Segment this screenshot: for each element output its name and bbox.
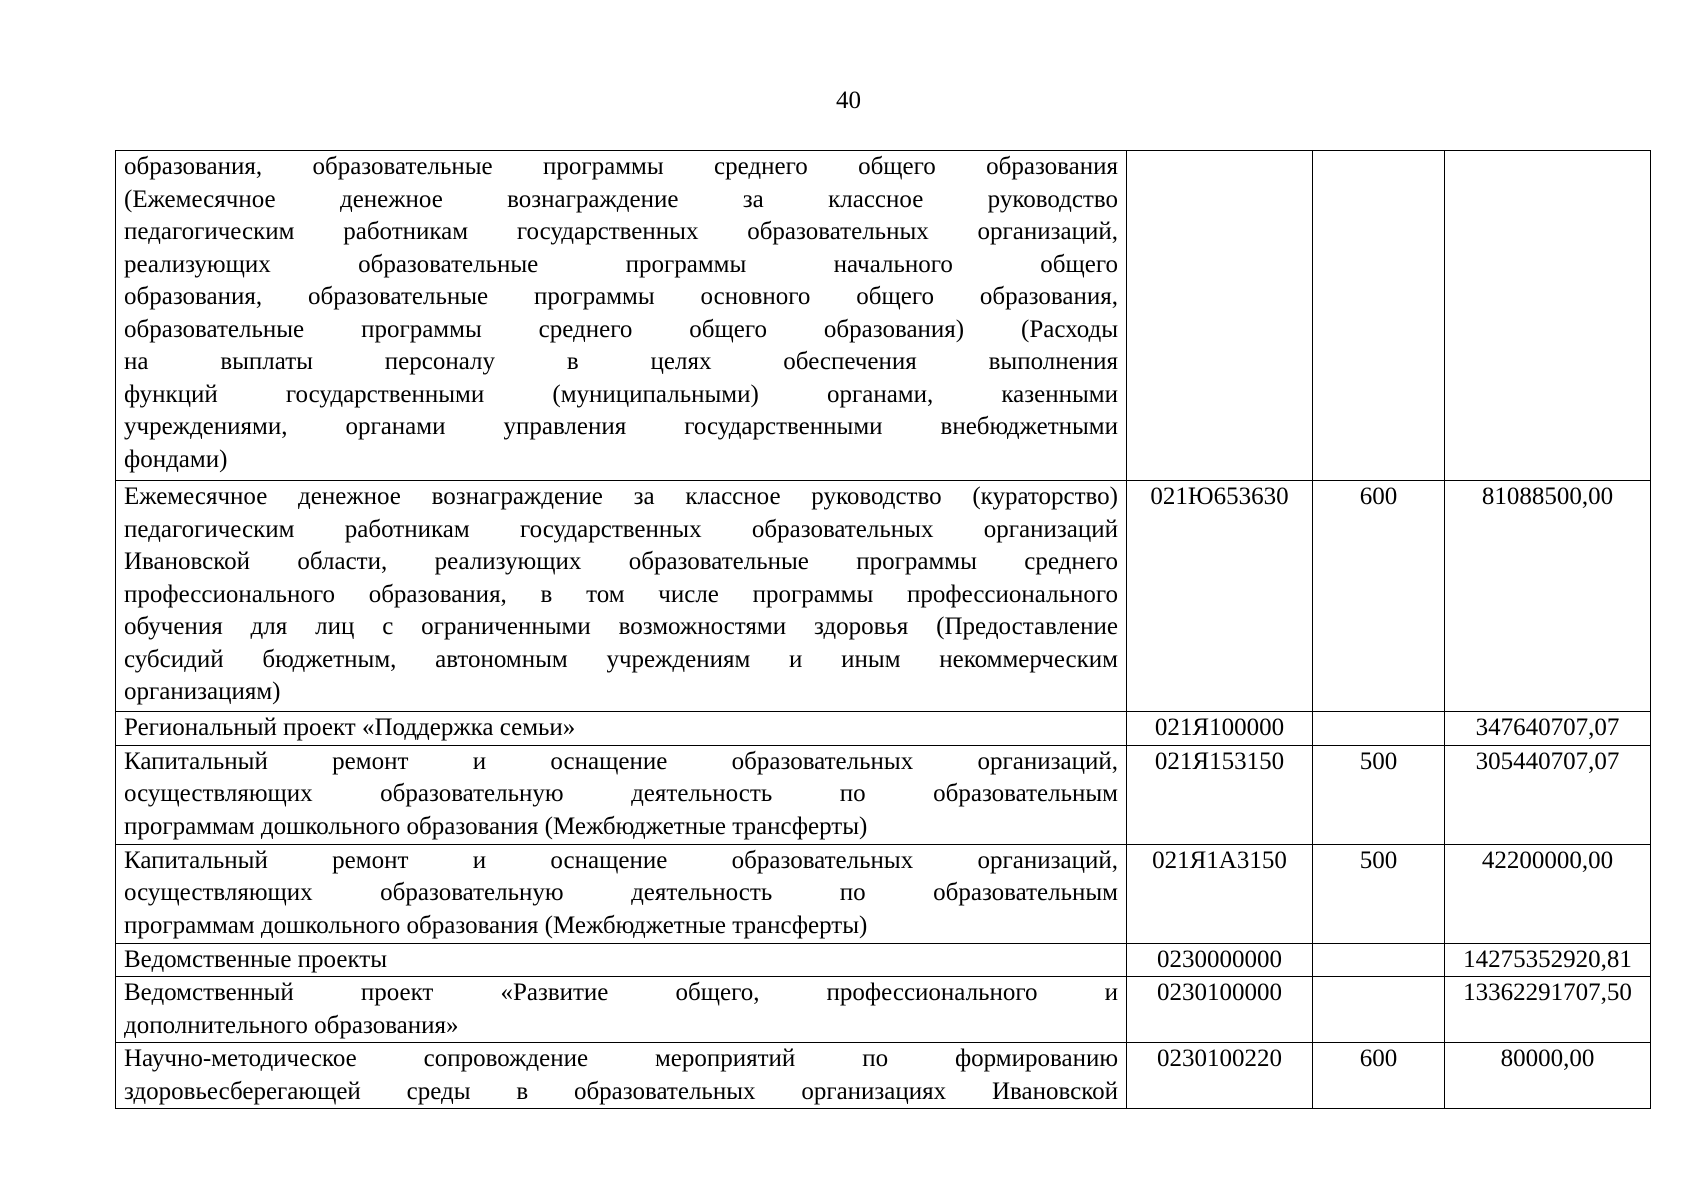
table-row	[116, 745, 1651, 844]
row-code: 021Я1А3150	[1127, 844, 1313, 943]
table-row	[116, 151, 1651, 481]
row-expense-type	[1313, 943, 1445, 977]
row-expense-type: 600	[1313, 481, 1445, 712]
table-row	[116, 943, 1651, 977]
row-expense-type: 600	[1313, 1043, 1445, 1109]
row-description: Региональный проект «Поддержка семьи»	[116, 712, 1127, 746]
table-row	[116, 977, 1651, 1043]
table-row	[116, 844, 1651, 943]
row-expense-type	[1313, 977, 1445, 1043]
page-number: 40	[836, 87, 861, 114]
row-sum: 42200000,00	[1445, 844, 1651, 943]
row-expense-type: 500	[1313, 745, 1445, 844]
row-code: 021Ю653630	[1127, 481, 1313, 712]
table-row	[116, 712, 1651, 746]
row-description: образования, образовательные программы среднего общего образования (Ежемесячное денежное вознаграждение за классное руководство педагогическим работникам государственных образовательных организаций, реализующих образовательные программы начального общего образования, образовательные программы основного общего образования, образовательные программы среднего общего образования) (Расходы на выплаты персоналу в целях обеспечения выполнения функций государственными (муниципальными) органами, казенными учреждениями, органами управления государственными внебюджетными фондами)	[116, 151, 1127, 481]
row-description: Ведомственные проекты	[116, 943, 1127, 977]
row-code: 0230100000	[1127, 977, 1313, 1043]
row-sum: 14275352920,81	[1445, 943, 1651, 977]
table-row	[116, 1043, 1651, 1109]
row-description: Капитальный ремонт и оснащение образовательных организаций, осуществляющих образовательную деятельность по образовательным программам дошкольного образования (Межбюджетные трансферты)	[116, 844, 1127, 943]
row-sum	[1445, 151, 1651, 481]
row-expense-type	[1313, 712, 1445, 746]
row-code: 0230100220	[1127, 1043, 1313, 1109]
row-code: 021Я153150	[1127, 745, 1313, 844]
row-description: Ведомственный проект «Развитие общего, профессионального и дополнительного образования»	[116, 977, 1127, 1043]
row-sum: 305440707,07	[1445, 745, 1651, 844]
row-description: Ежемесячное денежное вознаграждение за классное руководство (кураторство) педагогическим работникам государственных образовательных организаций Ивановской области, реализующих образовательные программы среднего профессионального образования, в том числе программы профессионального обучения для лиц с ограниченными возможностями здоровья (Предоставление субсидий бюджетным, автономным учреждениям и иным некоммерческим организациям)	[116, 481, 1127, 712]
row-sum: 80000,00	[1445, 1043, 1651, 1109]
row-code: 021Я100000	[1127, 712, 1313, 746]
row-expense-type: 500	[1313, 844, 1445, 943]
row-sum: 347640707,07	[1445, 712, 1651, 746]
table-row	[116, 481, 1651, 712]
row-expense-type	[1313, 151, 1445, 481]
row-sum: 81088500,00	[1445, 481, 1651, 712]
row-description: Научно-методическое сопровождение мероприятий по формированию здоровьесберегающей среды в образовательных организациях Ивановской	[116, 1043, 1127, 1109]
budget-table	[115, 150, 1651, 1109]
row-sum: 13362291707,50	[1445, 977, 1651, 1043]
row-description: Капитальный ремонт и оснащение образовательных организаций, осуществляющих образовательную деятельность по образовательным программам дошкольного образования (Межбюджетные трансферты)	[116, 745, 1127, 844]
row-code: 0230000000	[1127, 943, 1313, 977]
row-code	[1127, 151, 1313, 481]
